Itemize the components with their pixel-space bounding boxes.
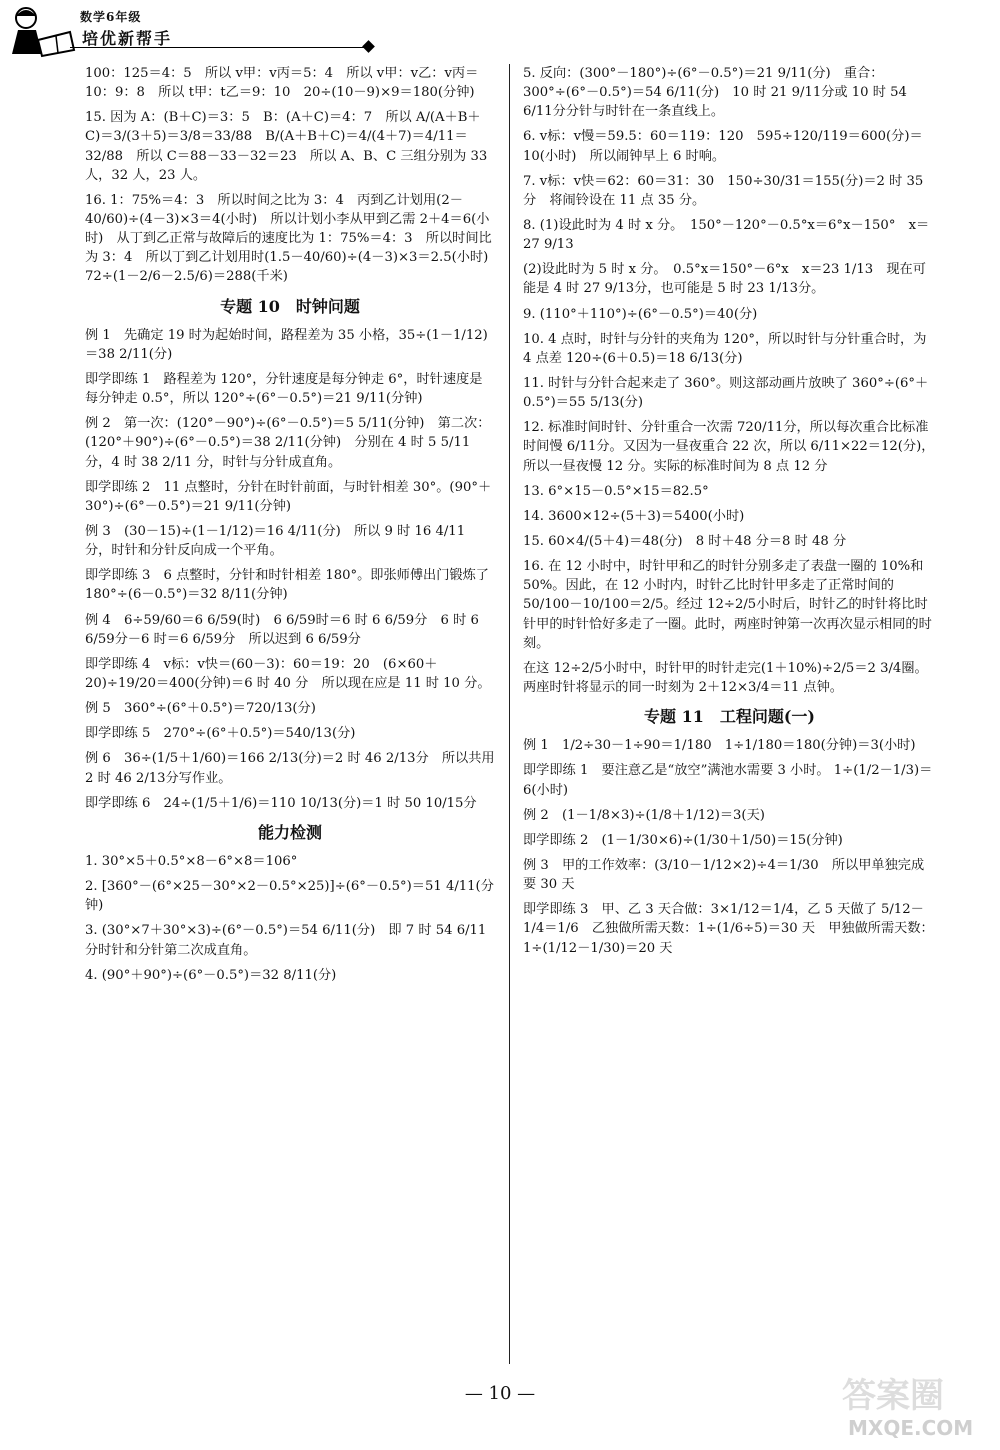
answer-paragraph: 12. 标准时间时针、分针重合一次需 720/11分，所以每次重合比标准时间慢 6/11分。又因为一昼夜重合 22 次，所以 6/11×22＝12(分)，所以一昼夜慢 12 分。实际的标准时间为 8 点 12 分 [523,420,935,474]
answer-paragraph: 即学即练 5 270°÷(6°＋0.5°)＝540/13(分) [85,726,356,742]
answer-paragraph: 例 3 (30－15)÷(1－1/12)＝16 4/11(分) 所以 9 时 16 4/11 分，时针和分针反向成一个平角。 [85,524,466,559]
page-header [0,0,1000,70]
answer-paragraph: 6. v标：v慢＝59.5：60＝119：120 595÷120/119＝600(分)＝10(小时) 所以闹钟早上 6 时响。 [523,129,923,164]
answer-paragraph: 例 1 1/2÷30－1÷90＝1/180 1÷1/180＝180(分钟)＝3(小时) [523,738,916,754]
answer-paragraph: 例 2 (1－1/8×3)÷(1/8＋1/12)＝3(天) [523,807,765,823]
answer-paragraph: 例 5 360°÷(6°＋0.5°)＝720/13(分) [85,701,316,717]
answer-paragraph: 即学即练 2 (1－1/30×6)÷(1/30＋1/50)＝15(分钟) [523,832,843,848]
answer-paragraph: 15. 60×4/(5＋4)＝48(分) 8 时＋48 分＝8 时 48 分 [523,533,847,549]
answer-paragraph: 14. 3600×12÷(5＋3)＝5400(小时) [523,508,745,524]
answer-paragraph: (2)设此时为 5 时 x 分。 0.5°x＝150°－6°x x＝23 1/13 现在可能是 4 时 27 9/13分，也可能是 5 时 23 1/13分。 [523,262,926,297]
section-heading: 专题 11 工程问题(一) [644,707,815,727]
answer-paragraph: 即学即练 4 v标：v快＝(60－3)：60＝19：20 (6×60＋20)÷19/20＝400(分钟)＝6 时 40 分 所以现在应是 11 时 10 分。 [85,656,491,691]
answer-paragraph: 在这 12÷2/5小时中，时针甲的时针走完(1＋10%)÷2/5＝2 3/4圈。两座时针将显示的同一时刻为 2＋12×3/4＝11 点钟。 [523,660,928,695]
answer-paragraph: 例 6 36÷(1/5＋1/60)＝166 2/13(分)＝2 时 46 2/13分 所以共用 2 时 46 2/13分写作业。 [85,751,495,786]
answer-paragraph: 即学即练 3 甲、乙 3 天合做：3×1/12＝1/4，乙 5 天做了 5/12－1/4＝1/6 乙独做所需天数：1÷(1/6÷5)＝30 天 甲独做所需天数：1÷(1/12－1/30)＝20 天 [523,902,934,956]
answer-paragraph: 8. (1)设此时为 4 时 x 分。 150°－120°－0.5°x＝6°x－150° x＝27 9/13 [523,217,930,253]
answer-paragraph: 例 3 甲的工作效率：(3/10－1/12×2)÷4＝1/30 所以甲单独完成要 30 天 [523,857,925,893]
header-title: 培优新帮手 [82,29,173,48]
header-subtitle: 数学6年级 [80,10,142,24]
answer-paragraph: 即学即练 2 11 点整时，分针在时针前面，与时针相差 30°。(90°＋30°)÷(6°－0.5°)＝21 9/11(分钟) [85,479,492,514]
answer-paragraph: 11. 时针与分针合起来走了 360°。则这部动画片放映了 360°÷(6°＋0.5°)＝55 5/13(分) [523,375,929,411]
answer-paragraph: 15. 因为 A：(B＋C)＝3：5 B：(A＋C)＝4：7 所以 A/(A＋B＋C)＝3/(3＋5)＝3/8＝33/88 B/(A＋B＋C)＝4/(4＋7)＝4/11＝32/88 所以 C＝88－33－32＝23 所以 A、B、C 三组分别为 33 人，32 人，23 人。 [85,110,488,183]
answer-paragraph: 100：125＝4：5 所以 v甲：v丙＝5：4 所以 v甲：v乙：v丙＝10：9：8 所以 t甲：t乙＝9：10 20÷(10－9)×9＝180(分钟) [85,66,479,101]
answer-paragraph: 16. 在 12 小时中，时针甲和乙的时针分别多走了表盘一圈的 10%和 50%。因此，在 12 小时内，时针乙比时针甲多走了正常时间的 50/100－10/100＝2/5。经过 12÷2/5小时后，时针乙的时针将比时针甲的时针恰好多走了一圈。此时，两座时钟第一次再次显示相同的时刻。 [523,559,932,651]
watermark-text: 答案圈 [842,1376,944,1416]
watermark-url: MXQE.COM [848,1416,974,1440]
answer-paragraph: 1. 30°×5＋0.5°×8－6°×8＝106° [85,854,298,870]
answer-paragraph: 3. (30°×7＋30°×3)÷(6°－0.5°)＝54 6/11(分) 即 7 时 54 6/11分时针和分针第二次成直角。 [85,923,487,958]
answer-paragraph: 9. (110°＋110°)÷(6°－0.5°)＝40(分) [523,306,758,322]
answer-paragraph: 7. v标：v快＝62：60＝31：30 150÷30/31＝155(分)＝2 时 35 分 将闹铃设在 11 点 35 分。 [523,173,924,208]
header-rule [70,47,370,48]
answer-paragraph: 例 2 第一次：(120°－90°)÷(6°－0.5°)＝5 5/11(分钟) 第二次：(120°＋90°)÷(6°－0.5°)＝38 2/11(分钟) 分别在 4 时 5 5/11 分，4 时 38 2/11 分，时针与分针成直角。 [85,416,491,470]
answer-paragraph: 5. 反向：(300°－180°)÷(6°－0.5°)＝21 9/11(分) 重合：300°÷(6°－0.5°)＝54 6/11(分) 10 时 21 9/11分或 10 时 54 6/11分分针与时针在一条直线上。 [523,66,907,120]
answer-paragraph: 即学即练 3 6 点整时，分针和时针相差 180°。即张师傅出门锻炼了 180°÷(6－0.5°)＝32 8/11(分钟) [85,568,489,603]
column-divider [509,64,510,1364]
answer-paragraph: 4. (90°＋90°)÷(6°－0.5°)＝32 8/11(分) [85,967,337,983]
answer-paragraph: 即学即练 1 路程差为 120°，分针速度是每分钟走 6°，时针速度是每分钟走 0.5°，所以 120°÷(6°－0.5°)＝21 9/11(分钟) [85,372,483,407]
left-column [85,64,502,991]
answer-paragraph: 16. 1：75%＝4：3 所以时间之比为 3：4 丙到乙计划用(2－40/60)÷(4－3)×3＝4(小时) 所以计划小李从甲到乙需 2＋4＝6(小时) 从丁到乙正常与故障后的速度比为 1：75%＝4：3 所以时间比为 3：4 所以丁到乙计划用时(1.5－40/60)÷(4－3)×3＝2.5(小时) 72÷(1－2/6－2.5/6)＝288(千米) [85,192,502,285]
section-heading: 专题 10 时钟问题 [220,296,360,316]
section-heading: 能力检测 [257,822,322,842]
diamond-icon [362,40,375,53]
answer-paragraph: 即学即练 1 要注意乙是“放空”满池水需要 3 小时。 1÷(1/2－1/3)＝6(小时) [523,763,933,798]
answer-paragraph: 2. [360°－(6°×25－30°×2－0.5°×25)]÷(6°－0.5°)＝51 4/11(分钟) [85,879,494,914]
answer-paragraph: 10. 4 点时，时针与分针的夹角为 120°，所以时针与分针重合时，为 4 点差 120÷(6＋0.5)＝18 6/13(分) [523,331,927,366]
page-number: — 10 — [464,1383,536,1404]
watermark-logo [842,1368,992,1446]
answer-paragraph: 即学即练 6 24÷(1/5＋1/6)＝110 10/13(分)＝1 时 50 10/15分 [85,795,477,811]
right-column [523,64,936,964]
answer-paragraph: 13. 6°×15－0.5°×15＝82.5° [523,483,709,499]
answer-paragraph: 例 1 先确定 19 时为起始时间，路程差为 35 小格，35÷(1－1/12)＝38 2/11(分) [85,327,488,362]
girl-reading-logo-icon [8,4,80,60]
answer-paragraph: 例 4 6÷59/60＝6 6/59(时) 6 6/59时＝6 时 6 6/59分 6 时 6 6/59分－6 时＝6 6/59分 所以迟到 6 6/59分 [85,612,479,647]
